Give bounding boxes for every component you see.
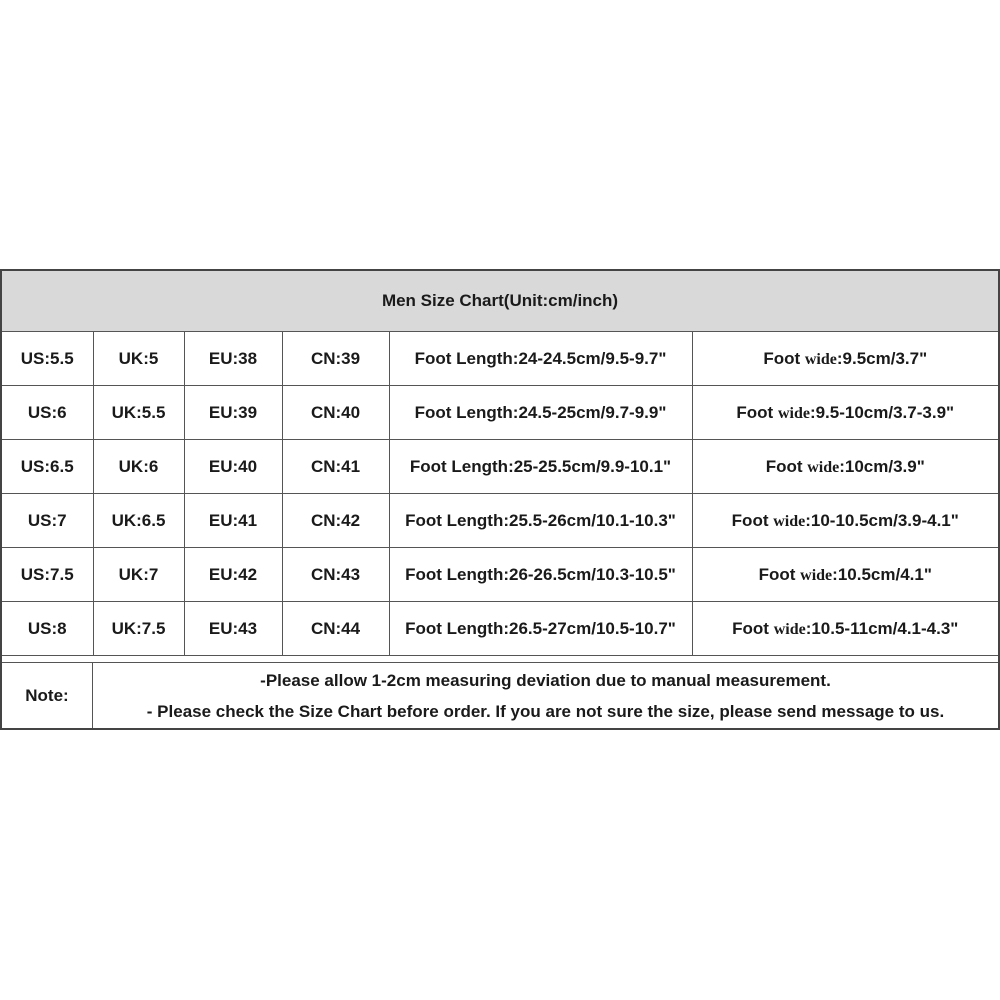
size-chart-title: Men Size Chart(Unit:cm/inch) [2, 271, 998, 332]
size-chart [0, 269, 1000, 730]
cn-size-cell: CN:41 [282, 440, 389, 494]
foot-wide-value: :10cm/3.9" [839, 456, 925, 476]
cn-size-cell: CN:42 [282, 494, 389, 548]
uk-size-cell: UK:5.5 [93, 386, 184, 440]
note-line-check-size: - Please check the Size Chart before order. If you are not sure the size, please send message to us. [146, 701, 945, 721]
table-row [2, 440, 998, 494]
us-size-cell: US:7 [2, 494, 93, 548]
foot-wide-word: wide [777, 404, 810, 422]
foot-wide-value: :10.5-11cm/4.1-4.3" [805, 618, 959, 638]
table-row [2, 602, 998, 656]
eu-size-cell: EU:38 [184, 332, 282, 386]
foot-wide-label: Foot [736, 402, 778, 422]
foot-wide-cell [692, 548, 998, 602]
uk-size-cell: UK:6 [93, 440, 184, 494]
foot-wide-cell [692, 332, 998, 386]
uk-size-cell: UK:5 [93, 332, 184, 386]
foot-wide-value: :10-10.5cm/3.9-4.1" [805, 510, 959, 530]
foot-wide-cell [692, 602, 998, 656]
foot-wide-word: wide [807, 458, 840, 476]
eu-size-cell: EU:40 [184, 440, 282, 494]
cn-size-cell: CN:44 [282, 602, 389, 656]
foot-length-cell: Foot Length:26.5-27cm/10.5-10.7" [389, 602, 692, 656]
foot-wide-label: Foot [765, 456, 808, 476]
foot-wide-cell [692, 386, 998, 440]
note-label: Note: [2, 663, 93, 728]
foot-wide-value: :10.5cm/4.1" [832, 564, 932, 584]
foot-wide-word: wide [800, 566, 833, 584]
cn-size-cell: CN:40 [282, 386, 389, 440]
us-size-cell: US:7.5 [2, 548, 93, 602]
table-row [2, 332, 998, 386]
foot-length-cell: Foot Length:26-26.5cm/10.3-10.5" [389, 548, 692, 602]
uk-size-cell: UK:6.5 [93, 494, 184, 548]
foot-length-cell: Foot Length:24.5-25cm/9.7-9.9" [389, 386, 692, 440]
foot-wide-cell [692, 494, 998, 548]
foot-wide-label: Foot [763, 348, 805, 368]
note-text [93, 663, 998, 728]
note-line-measurement: -Please allow 1-2cm measuring deviation due to manual measurement. [260, 670, 831, 690]
eu-size-cell: EU:43 [184, 602, 282, 656]
cn-size-cell: CN:43 [282, 548, 389, 602]
foot-wide-value: :9.5-10cm/3.7-3.9" [809, 402, 955, 422]
table-row [2, 548, 998, 602]
foot-wide-word: wide [773, 620, 806, 638]
table-row [2, 386, 998, 440]
uk-size-cell: UK:7 [93, 548, 184, 602]
eu-size-cell: EU:42 [184, 548, 282, 602]
uk-size-cell: UK:7.5 [93, 602, 184, 656]
foot-wide-word: wide [773, 512, 806, 530]
foot-wide-word: wide [804, 350, 837, 368]
note-row [2, 662, 998, 728]
eu-size-cell: EU:41 [184, 494, 282, 548]
foot-wide-cell [692, 440, 998, 494]
table-row [2, 494, 998, 548]
size-table [2, 332, 998, 656]
foot-wide-label: Foot [732, 618, 774, 638]
cn-size-cell: CN:39 [282, 332, 389, 386]
foot-length-cell: Foot Length:25.5-26cm/10.1-10.3" [389, 494, 692, 548]
foot-wide-label: Foot [731, 510, 774, 530]
us-size-cell: US:8 [2, 602, 93, 656]
eu-size-cell: EU:39 [184, 386, 282, 440]
foot-wide-value: :9.5cm/3.7" [836, 348, 928, 368]
foot-length-cell: Foot Length:25-25.5cm/9.9-10.1" [389, 440, 692, 494]
us-size-cell: US:5.5 [2, 332, 93, 386]
foot-length-cell: Foot Length:24-24.5cm/9.5-9.7" [389, 332, 692, 386]
us-size-cell: US:6.5 [2, 440, 93, 494]
us-size-cell: US:6 [2, 386, 93, 440]
foot-wide-label: Foot [758, 564, 801, 584]
